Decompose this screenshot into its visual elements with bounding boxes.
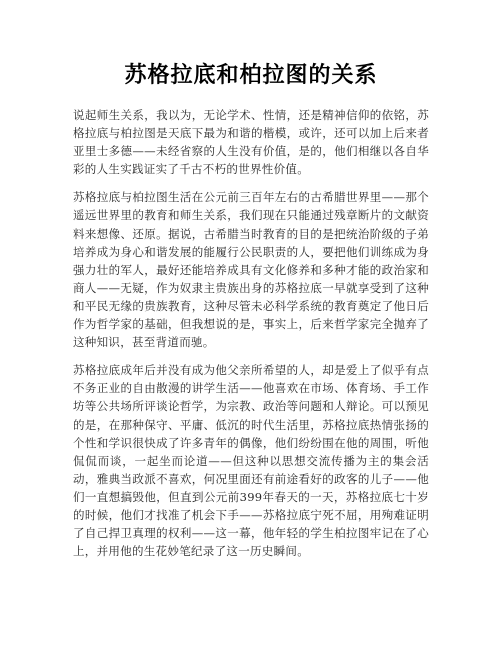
paragraph: 苏格拉底成年后并没有成为他父亲所希望的人，却是爱上了似乎有点不务正业的自由散漫的讲学生活——他喜欢在市场、体育场、手工作坊等公共场所评谈论哲学，为宗教、政治等问题和人辩论。可以预见的是，在那种保守、平庸、低沉的时代生活里，苏格拉底热情张扬的个性和学识很快成了许多青年的偶像，他们纷纷围在他的周围，听他侃侃而谈，一起坐而论道——但这种以思想交流传播为主的集会活动，雅典当政派不喜欢，何况里面还有前途看好的政客的儿子——他们一直想搞毁他，但直到公元前399年春天的一天，苏格拉底七十岁的时候，他们才找准了机会下手——苏格拉底宁死不屈，用殉难证明了自己捍卫真理的权利——这一幕，他年轻的学生柏拉图牢记在了心上，并用他的生花妙笔纪录了这一历史瞬间。 — [73, 363, 429, 559]
document-body — [73, 106, 429, 560]
document-page — [73, 0, 429, 570]
paragraph: 苏格拉底与柏拉图生活在公元前三百年左右的古希腊世界里——那个遥远世界里的教育和师生关系，我们现在只能通过残章断片的文献资料来想像、还原。据说，古希腊当时教育的目的是把统治阶级的子弟培养成为身心和谐发展的能履行公民职责的人，要把他们训练成为身强力壮的军人，最好还能培养成具有文化修养和多种才能的政治家和商人——无疑，作为奴隶主贵族出身的苏格拉底一早就享受到了这种和平民无缘的贵族教育，这种尽管未必科学系统的教育奠定了他日后作为哲学家的基础，但我想说的是，事实上，后来哲学家完全抛弃了这种知识，甚至背道而驰。 — [73, 190, 429, 350]
document-title: 苏格拉底和柏拉图的关系 — [124, 63, 378, 88]
paragraph: 说起师生关系，我以为，无论学术、性情，还是精神信仰的依铭，苏格拉底与柏拉图是天底下最为和谐的楷模，或许，还可以加上后来者亚里士多德——未经省察的人生没有价值，是的，他们相继以各自华彩的人生实践证实了千古不朽的世界性价值。 — [73, 108, 429, 177]
